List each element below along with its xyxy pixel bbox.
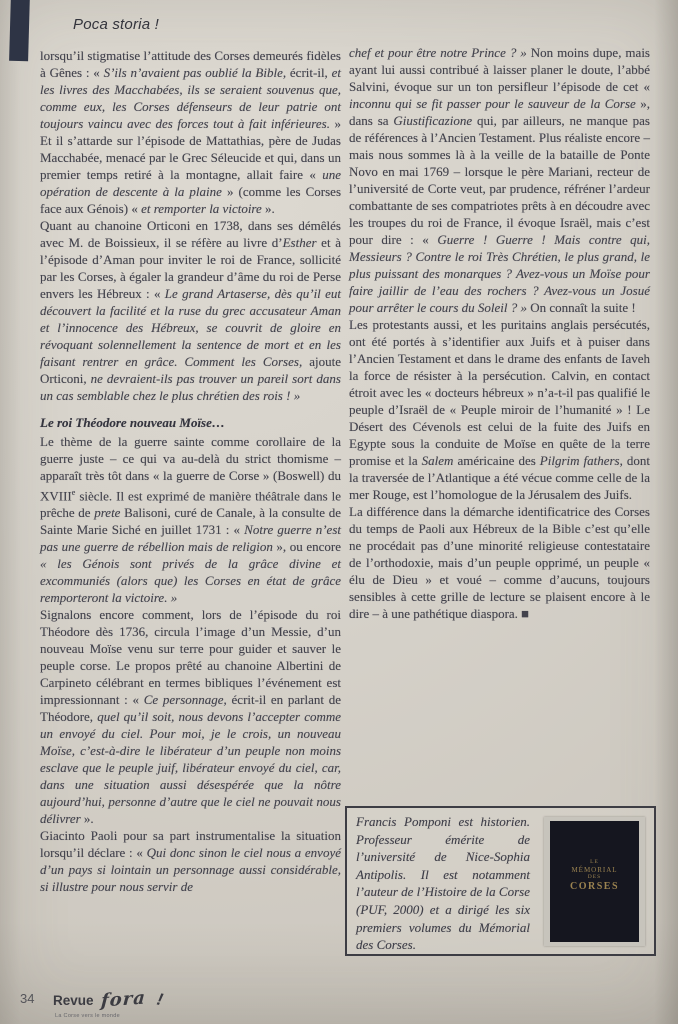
revue-fora-logo: [53, 987, 166, 1012]
book-cover-line: LE: [590, 859, 599, 865]
book-cover-line: DES: [587, 874, 602, 880]
book-cover-line: MÉMORIAL: [571, 866, 618, 874]
book-photo: [544, 817, 645, 946]
paragraph: La différence dans la démarche identificatrice des Corses du temps de Paoli aux Hébreux de la Bible c’est qu’elle ne procédait pas d’une minorité religieuse contestataire de l’orthodoxie, mais d’un peuple opprimé, un peuple « élu de Dieu » et voué – comme d’aucuns, toujours sensibles à cette grille de lecture se plaisent encore à le dire – à une pathétique diaspora. ■: [349, 504, 650, 621]
paragraph: Signalons encore comment, lors de l’épisode du roi Théodore dès 1736, circula l’image d’un Messie, d’un nouveau Moïse venu sur terre pour guider et sauver le peuple corse. Le propos prêté au chanoine Albertini de Carpineto célébrant en termes bibliques l’événement est impressionnant : « Ce personnage, écrit-il en parlant de Théodore, quel qu’il soit, nous devons l’accepter comme un envoyé du ciel. Pour moi, je le crois, un nouveau Moïse, c’est-à-dire le libérateur d’un peuple non moins esclave que le peuple juif, libérateur envoyé du ciel, car, dans une situation aussi désespérée que la nôtre aujourd’hui, personne d’autre que le ciel ne pouvait nous délivrer ».: [40, 607, 342, 827]
author-bio-box: [345, 806, 656, 956]
logo-exclamation: !: [155, 989, 166, 1010]
page-title: Poca storia !: [73, 16, 159, 33]
paragraph: lorsqu’il stigmatise l’attitude des Corses demeurés fidèles à Gênes : « S’ils n’avaient pas oublié la Bible, écrit-il, et les livres des Macchabées, ils se seraient souvenus que, comme eux, les Corses défenseurs de leur patrie ont toujours vaincu avec des forces tout à fait inférieures. » Et il s’attarde sur l’épisode de Mattathias, père de Judas Macchabée, menacé par le Grec Séleucide et qui, dans un premier temps retiré à la montagne, allait faire « une opération de descente à la plaine » (comme les Corses face aux Génois) « et remporter la victoire ».: [40, 48, 342, 216]
paragraph: Le thème de la guerre sainte comme corollaire de la guerre juste – ce qui va au-delà du strict thomisme – apparaît très tôt dans « la guerre de Corse » (Boswell) du XVIIIe siècle. Il est exprimé de manière théâtrale dans le prêche de prete Balisoni, curé de Canale, à la consulte de Sainte Marie Siché en juillet 1731 : « Notre guerre n’est pas une guerre de rébellion mais de religion », ou encore « les Génois sont privés de la grâce divine et excommuniés (alors que) les Corses en état de grâce remporteront la victoire. »: [40, 434, 341, 606]
book-cover: [550, 821, 639, 942]
paragraph: Giacinto Paoli pour sa part instrumentalise la situation lorsqu’il déclare : « Qui donc sinon le ciel nous a envoyé d’un pays si lointain un personnage aussi considérable, si illustre pour nous servir de: [40, 828, 341, 895]
author-bio-text: Francis Pomponi est historien. Professeur émérite de l’université de Nice-Sophia Antipolis. Il est notamment l’auteur de l’Histoire de la Corse (PUF, 2000) et a dirigé les six premiers volumes du Mémorial des Corses.: [356, 814, 530, 953]
paragraph: chef et pour être notre Prince ? » Non moins dupe, mais ayant lui aussi contribué à laisser planer le doute, l’abbé Salvini, évoque sur un ton persifleur l’épisode de cet « inconnu qui se fit passer pour le sauveur de la Corse », dans sa Giustificazione qui, par ailleurs, ne manque pas de références à l’Ancien Testament. Plus réaliste encore – mais nous sommes là à la veille de la bataille de Ponte Novo en mai 1769 – lorsque le père Mariani, recteur de l’université de Corte veut, par prudence, réfréner l’ardeur combattante de ses compatriotes prêts à en découdre avec les troupes du roi de France, il évoque Israël, mais c’est pour dire : « Guerre ! Guerre ! Mais contre qui, Messieurs ? Contre le roi Très Chrétien, le plus grand, le plus puissant des monarques ? Avez-vous un Moïse pour faire jaillir de l’eau des rochers ? Avez-vous un Josué pour arrêter le cours du Soleil ? » On connaît la suite !: [349, 45, 650, 315]
paragraph: Les protestants aussi, et les puritains anglais persécutés, ont été portés à s’identifier aux Juifs et à puiser dans l’Ancien Testament et dans le drame des enfants de Iaveh la force de résister à la persécution. Calvin, en contact étroit avec les « docteurs hébreux » n’a-t-il pas qualifié le peuple d’Israël de « Peuple miroir de l’humanité » ! Le Désert des Cévenols est celui de la fuite des Juifs en Egypte sous la conduite de Moïse en quête de la terre promise et la Salem américaine des Pilgrim fathers, dont la traversée de l’Atlantique a été vécue comme celle de la mer Rouge, est l’homologue de la Jérusalem des Juifs.: [349, 317, 650, 502]
paragraph: Quant au chanoine Orticoni en 1738, dans ses démêlés avec M. de Boissieux, il se réfère au livre d’Esther et à l’épisode d’Aman pour inviter le roi de France, sollicité par les Corses, à égaler la grandeur d’âme du roi de Perse envers les Hébreux : « Le grand Artaserse, dès qu’il eut découvert la facilité et la ruse du grec accusateur Aman et l’innocence des Hébreux, se couvrit de gloire en révoquant solennellement la sentence de mort et en les faisant rentrer en grâce. Comment les Corses, ajoute Orticoni, ne devraient-ils pas trouver un pareil sort dans un cas semblable chez le plus chrétien des rois ! »: [40, 218, 341, 403]
left-column: [40, 47, 341, 895]
logo-revue-text: Revue: [53, 993, 94, 1008]
page-number: 34: [20, 991, 35, 1006]
right-column: [349, 44, 650, 622]
logo-fora-script: fora: [100, 987, 147, 1012]
corner-accent-bar: [9, 0, 30, 61]
section-heading: Le roi Théodore nouveau Moïse…: [40, 415, 225, 430]
logo-subtitle: La Corse vers le monde: [55, 1013, 120, 1019]
book-cover-title: CORSES: [569, 881, 619, 892]
